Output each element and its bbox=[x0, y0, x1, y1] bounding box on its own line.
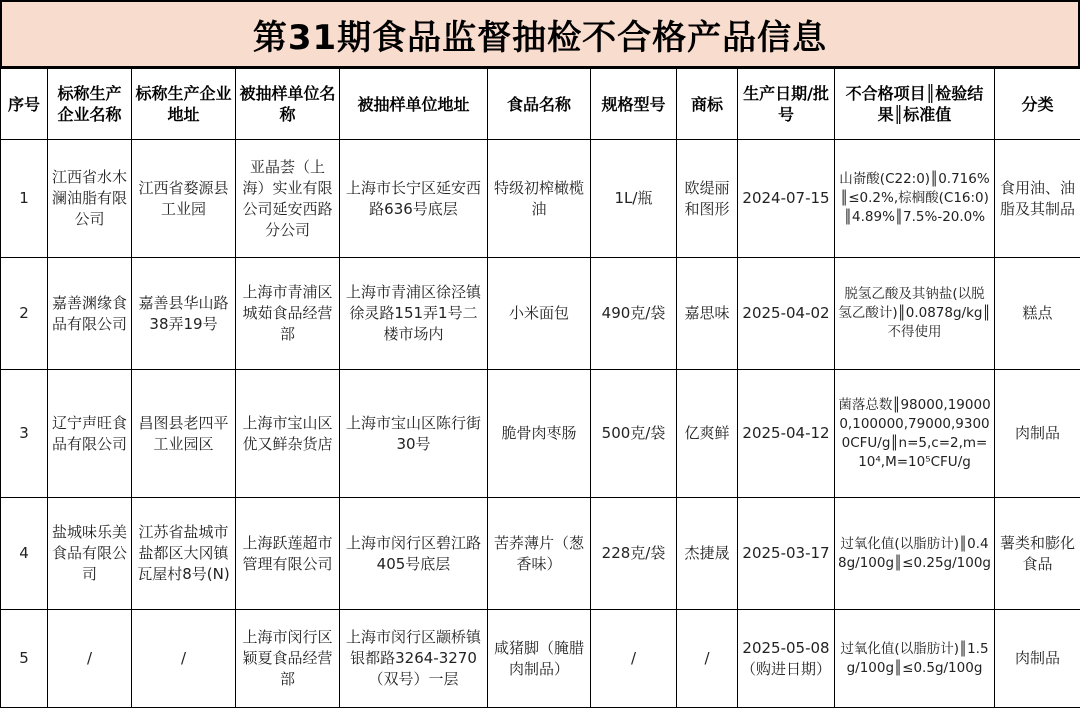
cell-brand: 亿爽鲜 bbox=[677, 370, 738, 498]
header-date: 生产日期/批号 bbox=[738, 69, 835, 140]
cell-date: 2025-04-02 bbox=[738, 258, 835, 370]
cell-brand: 欧缇丽和图形 bbox=[677, 140, 738, 258]
cell-producer: 嘉善渊缘食品有限公司 bbox=[48, 258, 132, 370]
header-spec: 规格型号 bbox=[591, 69, 677, 140]
cell-category: 薯类和膨化食品 bbox=[995, 498, 1080, 610]
cell-food: 特级初榨橄榄油 bbox=[488, 140, 591, 258]
cell-sampled-unit: 亚晶荟（上海）实业有限公司延安西路分公司 bbox=[236, 140, 340, 258]
cell-brand: 嘉思味 bbox=[677, 258, 738, 370]
cell-spec: / bbox=[591, 610, 677, 708]
cell-no: 2 bbox=[1, 258, 48, 370]
cell-no: 3 bbox=[1, 370, 48, 498]
cell-food: 咸猪脚（腌腊肉制品） bbox=[488, 610, 591, 708]
cell-producer-address: 江苏省盐城市盐都区大冈镇瓦屋村8号(N) bbox=[132, 498, 236, 610]
cell-producer-address: / bbox=[132, 610, 236, 708]
cell-producer-address: 嘉善县华山路38弄19号 bbox=[132, 258, 236, 370]
header-food: 食品名称 bbox=[488, 69, 591, 140]
table-row bbox=[1, 370, 1080, 498]
cell-sampled-unit: 上海市青浦区城茹食品经营部 bbox=[236, 258, 340, 370]
header-defect: 不合格项目║检验结果║标准值 bbox=[835, 69, 995, 140]
header-producer: 标称生产企业名称 bbox=[48, 69, 132, 140]
cell-food: 脆骨肉枣肠 bbox=[488, 370, 591, 498]
cell-category: 糕点 bbox=[995, 258, 1080, 370]
header-category: 分类 bbox=[995, 69, 1080, 140]
cell-date: 2024-07-15 bbox=[738, 140, 835, 258]
cell-sampled-address: 上海市长宁区延安西路636号底层 bbox=[340, 140, 488, 258]
header-row bbox=[1, 69, 1080, 140]
table-row bbox=[1, 258, 1080, 370]
cell-category: 食用油、油脂及其制品 bbox=[995, 140, 1080, 258]
cell-spec: 228克/袋 bbox=[591, 498, 677, 610]
cell-no: 4 bbox=[1, 498, 48, 610]
cell-producer: / bbox=[48, 610, 132, 708]
cell-producer: 盐城味乐美食品有限公司 bbox=[48, 498, 132, 610]
cell-producer-address: 江西省婺源县工业园 bbox=[132, 140, 236, 258]
cell-sampled-address: 上海市青浦区徐泾镇徐灵路151弄1号二楼市场内 bbox=[340, 258, 488, 370]
cell-date: 2025-05-08（购进日期） bbox=[738, 610, 835, 708]
cell-producer: 辽宁声旺食品有限公司 bbox=[48, 370, 132, 498]
cell-food: 苦荞薄片（葱香味） bbox=[488, 498, 591, 610]
cell-spec: 1L/瓶 bbox=[591, 140, 677, 258]
cell-food: 小米面包 bbox=[488, 258, 591, 370]
cell-defect: 过氧化值(以脂肪计)║0.48g/100g║≤0.25g/100g bbox=[835, 498, 995, 610]
table-row bbox=[1, 610, 1080, 708]
results-table bbox=[0, 68, 1080, 708]
cell-brand: / bbox=[677, 610, 738, 708]
cell-producer: 江西省水木澜油脂有限公司 bbox=[48, 140, 132, 258]
cell-no: 1 bbox=[1, 140, 48, 258]
cell-date: 2025-03-17 bbox=[738, 498, 835, 610]
page-title: 第31期食品监督抽检不合格产品信息 bbox=[0, 0, 1080, 68]
cell-sampled-unit: 上海市宝山区优又鲜杂货店 bbox=[236, 370, 340, 498]
cell-no: 5 bbox=[1, 610, 48, 708]
cell-spec: 500克/袋 bbox=[591, 370, 677, 498]
cell-defect: 过氧化值(以脂肪计)║1.5g/100g║≤0.5g/100g bbox=[835, 610, 995, 708]
cell-spec: 490克/袋 bbox=[591, 258, 677, 370]
cell-date: 2025-04-12 bbox=[738, 370, 835, 498]
cell-sampled-address: 上海市闵行区碧江路405号底层 bbox=[340, 498, 488, 610]
header-no: 序号 bbox=[1, 69, 48, 140]
cell-sampled-unit: 上海市闵行区颖夏食品经营部 bbox=[236, 610, 340, 708]
cell-sampled-address: 上海市闵行区颛桥镇银都路3264-3270（双号）一层 bbox=[340, 610, 488, 708]
header-sampled-unit: 被抽样单位名称 bbox=[236, 69, 340, 140]
table-row bbox=[1, 498, 1080, 610]
cell-producer-address: 昌图县老四平工业园区 bbox=[132, 370, 236, 498]
cell-defect: 菌落总数║98000,190000,100000,79000,93000CFU/g║n=5,c=2,m=10⁴,M=10⁵CFU/g bbox=[835, 370, 995, 498]
cell-brand: 杰捷晟 bbox=[677, 498, 738, 610]
header-sampled-address: 被抽样单位地址 bbox=[340, 69, 488, 140]
header-producer-address: 标称生产企业地址 bbox=[132, 69, 236, 140]
cell-category: 肉制品 bbox=[995, 610, 1080, 708]
cell-sampled-address: 上海市宝山区陈行街30号 bbox=[340, 370, 488, 498]
table-row bbox=[1, 140, 1080, 258]
cell-category: 肉制品 bbox=[995, 370, 1080, 498]
cell-defect: 脱氢乙酸及其钠盐(以脱氢乙酸计)║0.0878g/kg║不得使用 bbox=[835, 258, 995, 370]
cell-defect: 山嵛酸(C22:0)║0.716%║≤0.2%,棕榈酸(C16:0)║4.89%║7.5%-20.0% bbox=[835, 140, 995, 258]
cell-sampled-unit: 上海跃莲超市管理有限公司 bbox=[236, 498, 340, 610]
header-brand: 商标 bbox=[677, 69, 738, 140]
